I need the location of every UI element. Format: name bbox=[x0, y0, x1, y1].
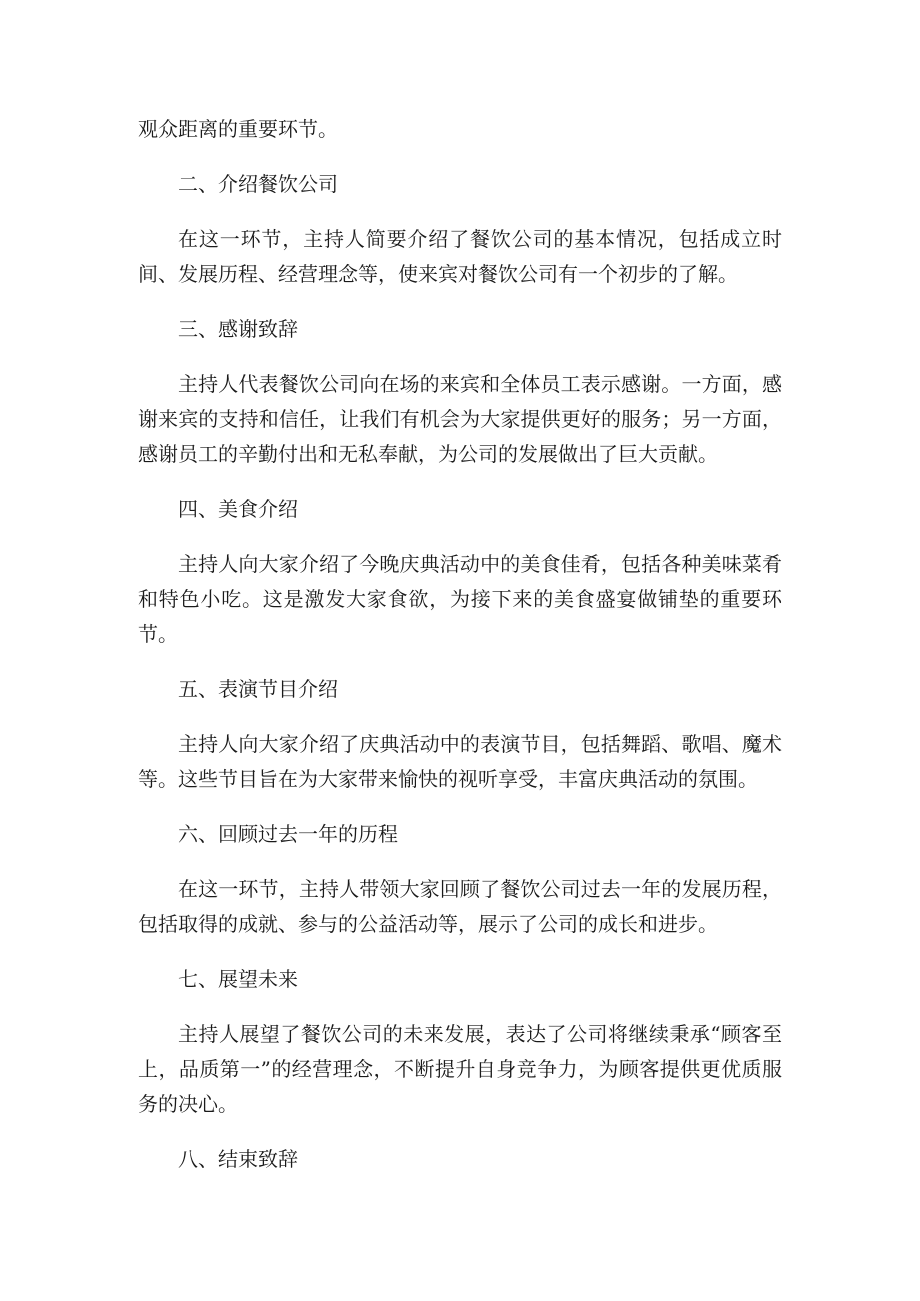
section-body-3: 主持人代表餐饮公司向在场的来宾和全体员工表示感谢。一方面，感谢来宾的支持和信任，让我们有机会为大家提供更好的服务；另一方面，感谢员工的辛勤付出和无私奉献，为公司的发展做出了巨大贡献。 bbox=[138, 372, 782, 466]
spacer bbox=[138, 292, 782, 312]
spacer bbox=[138, 347, 782, 367]
spacer bbox=[138, 997, 782, 1017]
section-heading-8: 八、结束致辞 bbox=[178, 1147, 298, 1171]
spacer bbox=[138, 202, 782, 222]
spacer bbox=[138, 852, 782, 872]
spacer bbox=[138, 527, 782, 547]
section-heading-5: 五、表演节目介绍 bbox=[178, 677, 338, 701]
section-body-2: 在这一环节，主持人简要介绍了餐饮公司的基本情况，包括成立时间、发展历程、经营理念等，使来宾对餐饮公司有一个初步的了解。 bbox=[138, 227, 782, 286]
spacer bbox=[138, 707, 782, 727]
spacer bbox=[138, 1122, 782, 1142]
section-body-5: 主持人向大家介绍了庆典活动中的表演节目，包括舞蹈、歌唱、魔术等。这些节目旨在为大家带来愉快的视听享受，丰富庆典活动的氛围。 bbox=[138, 732, 782, 791]
section-body-7: 主持人展望了餐饮公司的未来发展，表达了公司将继续秉承“顾客至上，品质第一”的经营理念，不断提升自身竞争力，为顾客提供更优质服务的决心。 bbox=[138, 1022, 782, 1116]
section-heading-2: 二、介绍餐饮公司 bbox=[178, 172, 338, 196]
spacer bbox=[138, 797, 782, 817]
spacer bbox=[138, 652, 782, 672]
spacer bbox=[138, 472, 782, 492]
spacer bbox=[138, 942, 782, 962]
section-heading-3: 三、感谢致辞 bbox=[178, 317, 298, 341]
section-heading-7: 七、展望未来 bbox=[178, 967, 298, 991]
section-body-4: 主持人向大家介绍了今晚庆典活动中的美食佳肴，包括各种美味菜肴和特色小吃。这是激发大家食欲，为接下来的美食盛宴做铺垫的重要环节。 bbox=[138, 552, 782, 646]
lead-paragraph-fragment: 观众距离的重要环节。 bbox=[138, 117, 338, 141]
section-heading-4: 四、美食介绍 bbox=[178, 497, 298, 521]
spacer bbox=[138, 147, 782, 167]
section-heading-6: 六、回顾过去一年的历程 bbox=[178, 822, 398, 846]
section-body-6: 在这一环节，主持人带领大家回顾了餐饮公司过去一年的发展历程，包括取得的成就、参与的公益活动等，展示了公司的成长和进步。 bbox=[138, 877, 782, 936]
